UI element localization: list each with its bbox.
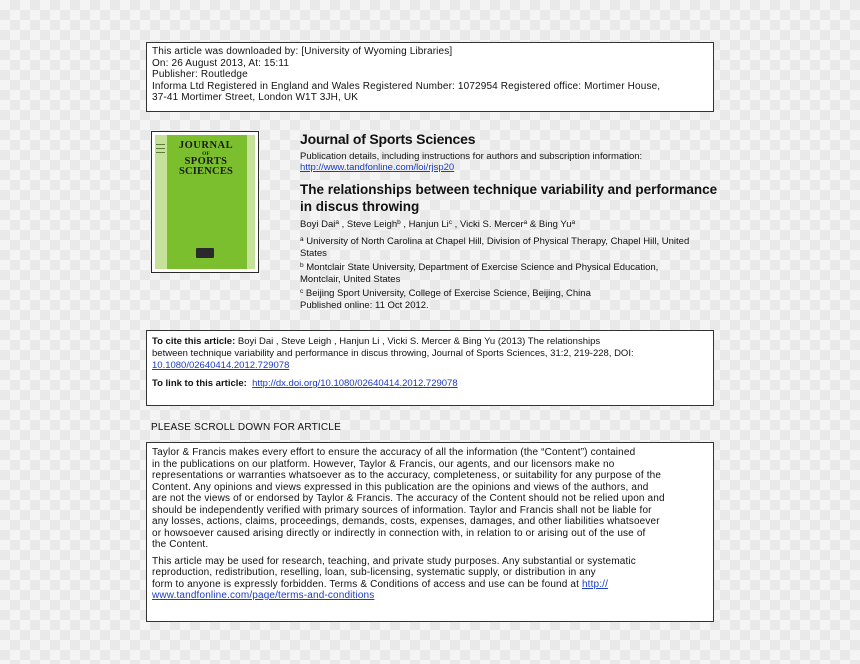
author-name: Hanjun Li <box>408 219 449 230</box>
cover-right-strip <box>247 135 255 269</box>
download-info-box <box>146 42 714 112</box>
disclaimer-line: any losses, actions, claims, proceedings, demands, costs, expenses, damages, and other liabilities whatsoever <box>152 516 660 527</box>
article-title: The relationships between technique variability and performance in discus throwing <box>300 182 718 214</box>
disclaimer-paragraph <box>152 447 708 551</box>
terms-link[interactable]: http:// <box>581 578 609 590</box>
download-line: On: 26 August 2013, At: 15:11 <box>152 57 290 69</box>
author-list <box>300 219 575 230</box>
author-name: Boyi Dai <box>300 219 336 230</box>
journal-url-link[interactable]: http://www.tandfonline.com/loi/rjsp20 <box>300 162 455 173</box>
author-separator: , <box>339 219 347 230</box>
disclaimer-box <box>146 442 714 622</box>
author-affiliation-mark: b <box>397 219 401 226</box>
affiliation-text: Montclair State University, Department of Exercise Science and Physical Education, Montclair, United States <box>300 262 659 285</box>
scroll-down-note: PLEASE SCROLL DOWN FOR ARTICLE <box>151 422 341 433</box>
cover-title-line: OF <box>202 151 210 157</box>
disclaimer-line: reproduction, redistribution, reselling, loan, sub-licensing, systematic supply, or distribution in any <box>152 567 596 578</box>
cite-label: To cite this article: <box>152 336 236 347</box>
cover-title-line: JOURNAL <box>178 140 234 151</box>
cover-fine-print <box>156 148 165 149</box>
disclaimer-line: Content. Any opinions and views expressed in this publication are the opinions and views of the authors, and <box>152 481 649 493</box>
author-name: Steve Leigh <box>346 219 398 230</box>
download-line: Publisher: Routledge <box>152 69 248 80</box>
publisher-logo-icon <box>196 248 214 258</box>
download-line: Informa Ltd Registered in England and Wales Registered Number: 1072954 Registered office: Mortimer House, <box>152 80 661 92</box>
disclaimer-line: the Content. <box>152 539 209 550</box>
affiliation-text: Beijing Sport University, College of Exercise Science, Beijing, China <box>305 288 591 299</box>
author-affiliation-mark: a <box>523 219 528 226</box>
cover-fine-print <box>156 144 165 145</box>
affiliation-mark: a <box>300 236 304 243</box>
download-line: This article was downloaded by: [University of Wyoming Libraries] <box>152 46 453 57</box>
link-line <box>152 378 708 390</box>
published-date: Published online: 11 Oct 2012. <box>300 300 429 311</box>
publication-details: Publication details, including instructions for authors and subscription information: <box>300 151 643 162</box>
author-separator: & <box>527 219 539 230</box>
author-separator: , <box>400 219 409 230</box>
journal-cover-image <box>151 131 259 273</box>
disclaimer-line: in the publications on our platform. However, Taylor & Francis, our agents, and our licensors make no <box>152 458 615 470</box>
citation-line: between technique variability and performance in discus throwing, Journal of Sports Sciences, 31:2, 219-228, DOI: <box>152 348 634 359</box>
cover-title-line: SPORTS <box>184 156 228 167</box>
disclaimer-line <box>152 579 708 591</box>
affiliation <box>300 236 700 260</box>
disclaimer-line: This article may be used for research, teaching, and private study purposes. Any substantial or systematic <box>152 555 636 567</box>
cover-fine-print <box>156 152 165 153</box>
author-name: Vicki S. Mercer <box>459 219 524 230</box>
affiliation <box>300 288 700 300</box>
disclaimer-line: representations or warranties whatsoever as to the accuracy, completeness, or suitability for any purpose of the <box>152 470 662 481</box>
affiliation-text: University of North Carolina at Chapel Hill, Division of Physical Therapy, Chapel Hill, United States <box>300 236 690 259</box>
disclaimer-text: form to anyone is expressly forbidden. Terms & Conditions of access and use can be found at <box>152 578 582 590</box>
affiliation-mark: b <box>300 262 304 269</box>
disclaimer-paragraph <box>152 556 708 602</box>
link-label: To link to this article: <box>152 378 247 389</box>
disclaimer-line: Taylor & Francis makes every effort to ensure the accuracy of all the information (the “Content”) contained <box>152 447 636 458</box>
doi-link[interactable]: 10.1080/02640414.2012.729078 <box>152 360 290 371</box>
citation-box <box>146 330 714 406</box>
cover-left-strip <box>155 135 167 269</box>
journal-title: Journal of Sports Sciences <box>300 131 476 147</box>
disclaimer-line: or howsoever caused arising directly or indirectly in connection with, in relation to or arising out of the use of <box>152 527 646 539</box>
author-affiliation-mark: a <box>571 219 576 226</box>
cover-title-line: SCIENCES <box>178 166 234 177</box>
download-line: 37-41 Mortimer Street, London W1T 3JH, UK <box>152 92 359 103</box>
citation-line <box>152 336 708 348</box>
affiliation <box>300 262 700 286</box>
cite-text: Boyi Dai , Steve Leigh , Hanjun Li , Vicki S. Mercer & Bing Yu (2013) The relationships <box>235 336 601 347</box>
article-link[interactable]: http://dx.doi.org/10.1080/02640414.2012.729078 <box>252 378 458 389</box>
terms-link[interactable]: www.tandfonline.com/page/terms-and-conditions <box>152 590 375 601</box>
author-name: Bing Yu <box>538 219 572 230</box>
affiliation-mark: c <box>300 288 304 295</box>
author-affiliation-mark: a <box>335 219 339 226</box>
author-separator: , <box>452 219 460 230</box>
author-affiliation-mark: c <box>448 219 453 226</box>
disclaimer-line: are not the views of or endorsed by Taylor & Francis. The accuracy of the Content should not be relied upon and <box>152 493 665 504</box>
disclaimer-line: should be independently verified with primary sources of information. Taylor and Francis shall not be liable for <box>152 504 652 516</box>
